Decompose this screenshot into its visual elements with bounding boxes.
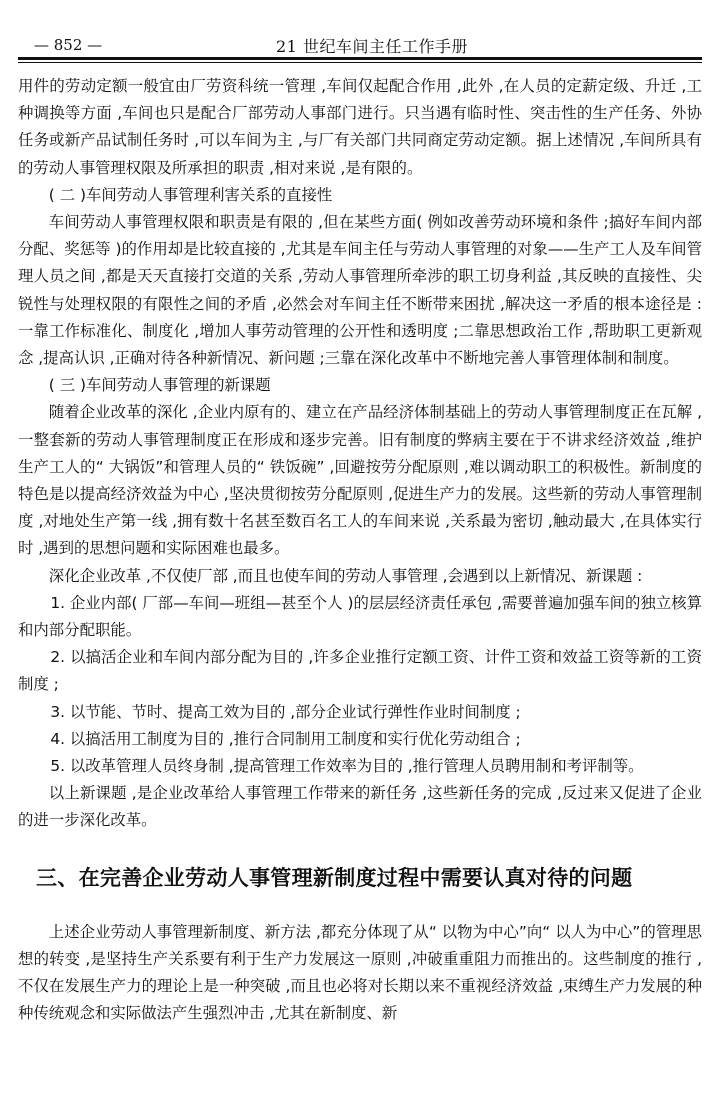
list-item: 1. 企业内部( 厂部—车间—班组—甚至个人 )的层层经济责任承包 ,需要普遍加强车间的独立核算和内部分配职能。	[18, 593, 702, 640]
list-item: 5. 以改革管理人员终身制 ,提高管理工作效率为目的 ,推行管理人员聘用制和考评制等。	[50, 757, 644, 776]
paragraph: 深化企业改革 ,不仅使厂部 ,而且也使车间的劳动人事管理 ,会遇到以上新情况、新课题 :	[48, 566, 643, 585]
header-rule-thin	[18, 62, 702, 63]
page-number: — 852 —	[34, 36, 103, 54]
list-item: 2. 以搞活企业和车间内部分配为目的 ,许多企业推行定额工资、计件工资和效益工资等新的工资制度 ;	[18, 648, 702, 694]
page-header	[18, 30, 702, 56]
paragraph: 车间劳动人事管理权限和职责是有限的 ,但在某些方面( 例如改善劳动环境和条件 ;搞好车间内部分配、奖惩等 )的作用却是比较直接的 ,尤其是车间主任与劳动人事管理的对象——生产工人及车间管理人员之间 ,都是天天直接打交道的关系 ,劳动人事管理所牵涉的职工切身利益 ,其反映的直接性、尖锐性与处理权限的有限性之间的矛盾 ,必然会对车间主任不断带来困扰 ,解决这一矛盾的根本途径是 :一靠工作标准化、制度化 ,增加人事劳动管理的公开性和透明度 ;二靠思想政治工作 ,帮助职工更新观念 ,提高认识 ,正确对待各种新情况、新问题 ;三靠在深化改革中不断地完善人事管理体制和制度。	[18, 213, 702, 368]
subsection-heading: ( 二 )车间劳动人事管理利害关系的直接性	[48, 185, 333, 204]
page-body	[18, 73, 702, 1028]
running-title: 21 世纪车间主任工作手册	[276, 37, 468, 56]
list-item: 3. 以节能、节时、提高工效为目的 ,部分企业试行弹性作业时间制度 ;	[50, 702, 521, 721]
paragraph: 以上新课题 ,是企业改革给人事管理工作带来的新任务 ,这些新任务的完成 ,反过来又促进了企业的进一步深化改革。	[18, 784, 702, 830]
subsection-heading: ( 三 )车间劳动人事管理的新课题	[48, 376, 271, 395]
section-heading: 三、在完善企业劳动人事管理新制度过程中需要认真对待的问题	[36, 865, 633, 890]
paragraph: 用件的劳动定额一般宜由厂劳资科统一管理 ,车间仅起配合作用 ,此外 ,在人员的定薪定级、升迁 ,工种调换等方面 ,车间也只是配合厂部劳动人事部门进行。只当遇有临时性、突击性的生产任务、外协任务或新产品试制任务时 ,可以车间为主 ,与厂有关部门共同商定劳动定额。据上述情况 ,车间所具有的劳动人事管理权限及所承担的职责 ,相对来说 ,是有限的。	[18, 77, 702, 177]
header-rule-thick	[18, 57, 702, 60]
paragraph: 上述企业劳动人事管理新制度、新方法 ,都充分体现了从“ 以物为中心”向“ 以人为中心”的管理思想的转变 ,是坚持生产关系要有利于生产力发展这一原则 ,冲破重重阻力而推出的。这些制度的推行 ,不仅在发展生产力的理论上是一种突破 ,而且也必将对长期以来不重视经济效益 ,束缚生产力发展的种种传统观念和实际做法产生强烈冲击 ,尤其在新制度、新	[18, 922, 702, 1023]
list-item: 4. 以搞活用工制度为目的 ,推行合同制用工制度和实行优化劳动组合 ;	[50, 729, 521, 748]
paragraph: 随着企业改革的深化 ,企业内原有的、建立在产品经济体制基础上的劳动人事管理制度正在瓦解 ,一整套新的劳动人事管理制度正在形成和逐步完善。旧有制度的弊病主要在于不讲求经济效益 ,维护生产工人的“ 大锅饭”和管理人员的“ 铁饭碗” ,回避按劳分配原则 ,难以调动职工的积极性。新制度的特色是以提高经济效益为中心 ,坚决贯彻按劳分配原则 ,促进生产力的发展。这些新的劳动人事管理制度 ,对地处生产第一线 ,拥有数十名甚至数百名工人的车间来说 ,关系最为密切 ,触动最大 ,在具体实行时 ,遇到的思想问题和实际困难也最多。	[18, 403, 702, 558]
